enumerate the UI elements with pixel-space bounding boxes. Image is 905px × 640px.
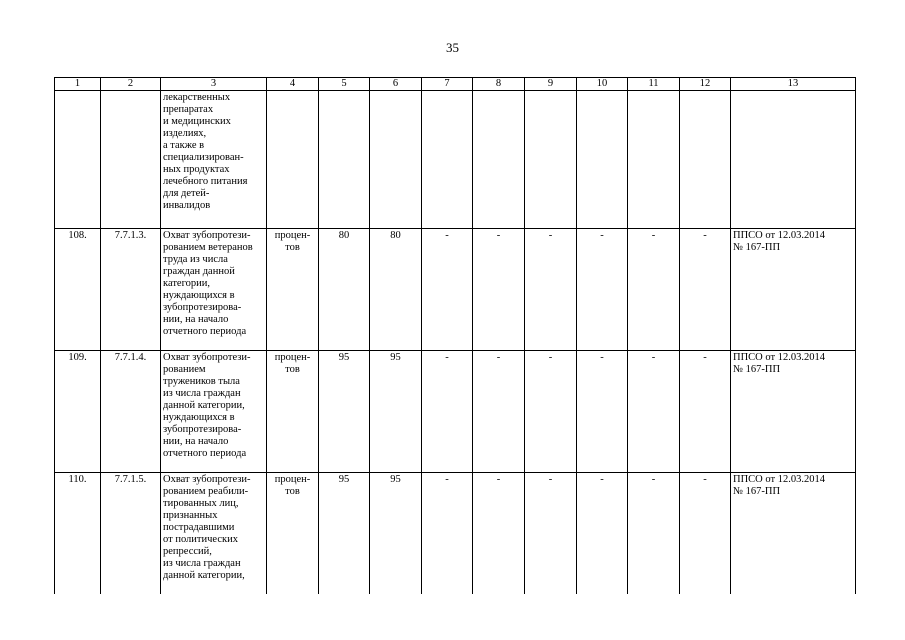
indicators-table [54, 77, 856, 594]
value-col5: 80 [319, 229, 370, 351]
table-row [55, 351, 856, 473]
unit: процен- тов [267, 473, 319, 595]
value-col11: - [628, 229, 680, 351]
row-number [55, 91, 101, 229]
value-col10 [577, 91, 628, 229]
header-cell: 1 [55, 78, 101, 91]
value-col7: - [422, 473, 473, 595]
indicator-name: Охват зубопротези- рованием реабили- тированных лиц, признанных пострадавшими от политических репрессий, из числа граждан данной категории, [161, 473, 267, 595]
indicator-name: Охват зубопротези- рованием тружеников тыла из числа граждан данной категории, нуждающихся в зубопротезирова- нии, на начало отчетного периода [161, 351, 267, 473]
value-col10: - [577, 229, 628, 351]
source-document [731, 91, 856, 229]
header-cell: 12 [680, 78, 731, 91]
value-col12: - [680, 351, 731, 473]
value-col11: - [628, 351, 680, 473]
value-col6: 95 [370, 473, 422, 595]
value-col9: - [525, 473, 577, 595]
value-col7: - [422, 229, 473, 351]
value-col9 [525, 91, 577, 229]
value-col10: - [577, 473, 628, 595]
header-cell: 13 [731, 78, 856, 91]
header-cell: 9 [525, 78, 577, 91]
table-row [55, 473, 856, 595]
unit [267, 91, 319, 229]
indicator-name: лекарственных препаратах и медицинских изделиях, а также в специализирован- ных продуктах лечебного питания для детей- инвалидов [161, 91, 267, 229]
header-cell: 8 [473, 78, 525, 91]
header-cell: 10 [577, 78, 628, 91]
value-col8: - [473, 473, 525, 595]
value-col6 [370, 91, 422, 229]
value-col6: 80 [370, 229, 422, 351]
header-cell: 5 [319, 78, 370, 91]
value-col5: 95 [319, 473, 370, 595]
table-row [55, 91, 856, 229]
unit: процен- тов [267, 229, 319, 351]
value-col9: - [525, 229, 577, 351]
value-col5: 95 [319, 351, 370, 473]
unit: процен- тов [267, 351, 319, 473]
value-col8: - [473, 229, 525, 351]
source-document: ППСО от 12.03.2014 № 167-ПП [731, 473, 856, 595]
header-cell: 2 [101, 78, 161, 91]
table-row [55, 229, 856, 351]
value-col11 [628, 91, 680, 229]
value-col8: - [473, 351, 525, 473]
indicator-code: 7.7.1.5. [101, 473, 161, 595]
row-number: 108. [55, 229, 101, 351]
value-col9: - [525, 351, 577, 473]
header-cell: 6 [370, 78, 422, 91]
value-col11: - [628, 473, 680, 595]
value-col6: 95 [370, 351, 422, 473]
indicator-code: 7.7.1.3. [101, 229, 161, 351]
indicator-name: Охват зубопротези- рованием ветеранов труда из числа граждан данной категории, нуждающихся в зубопротезирова- нии, на начало отчетного периода [161, 229, 267, 351]
header-row [55, 78, 856, 91]
header-cell: 11 [628, 78, 680, 91]
value-col12: - [680, 473, 731, 595]
header-cell: 4 [267, 78, 319, 91]
indicator-code [101, 91, 161, 229]
value-col10: - [577, 351, 628, 473]
value-col8 [473, 91, 525, 229]
value-col7 [422, 91, 473, 229]
source-document: ППСО от 12.03.2014 № 167-ПП [731, 229, 856, 351]
value-col7: - [422, 351, 473, 473]
header-cell: 7 [422, 78, 473, 91]
value-col5 [319, 91, 370, 229]
source-document: ППСО от 12.03.2014 № 167-ПП [731, 351, 856, 473]
row-number: 109. [55, 351, 101, 473]
page-number: 35 [446, 40, 459, 55]
value-col12 [680, 91, 731, 229]
indicator-code: 7.7.1.4. [101, 351, 161, 473]
row-number: 110. [55, 473, 101, 595]
value-col12: - [680, 229, 731, 351]
header-cell: 3 [161, 78, 267, 91]
